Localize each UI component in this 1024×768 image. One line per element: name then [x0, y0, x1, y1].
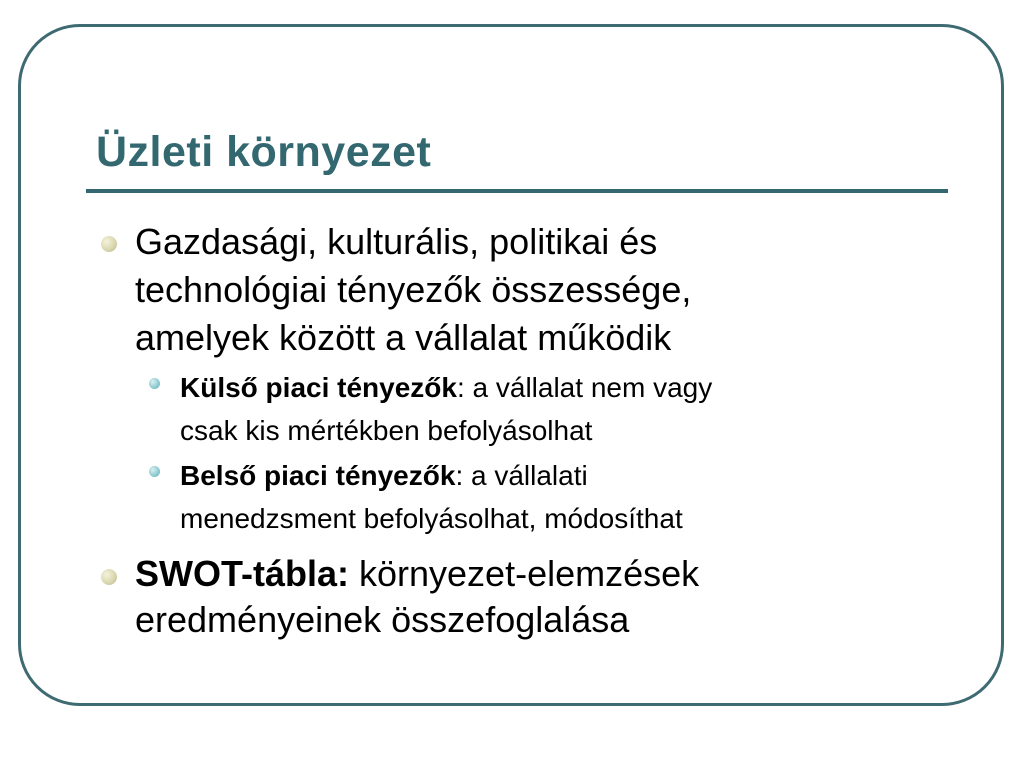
- bullet-line: Gazdasági, kulturális, politikai és: [135, 221, 658, 262]
- swot-term: SWOT-tábla:: [135, 553, 349, 594]
- bullet-line: [135, 552, 699, 596]
- bullet-line: eredményeinek összefoglalása: [135, 599, 630, 640]
- sub-bullet-line: csak kis mértékben befolyásolhat: [180, 415, 593, 446]
- slide-title: Üzleti környezet: [96, 128, 432, 176]
- title-underline: [86, 189, 948, 193]
- bullet-line: amelyek között a vállalat működik: [135, 317, 672, 358]
- sub-bullet-line: menedzsment befolyásolhat, módosíthat: [180, 503, 683, 534]
- round-bullet-icon: [101, 569, 117, 585]
- sub-bullet-term: Külső piaci tényezők: [180, 372, 457, 403]
- swot-definition: környezet-elemzések: [349, 553, 700, 594]
- round-sub-bullet-icon: [149, 466, 160, 477]
- sub-bullet-term: Belső piaci tényezők: [180, 460, 456, 491]
- sub-bullet-line: [180, 369, 712, 406]
- round-sub-bullet-icon: [149, 378, 160, 389]
- round-bullet-icon: [101, 236, 117, 252]
- bullet-line: technológiai tényezők összessége,: [135, 269, 692, 310]
- sub-bullet-line: [180, 457, 588, 494]
- sub-bullet-definition: : a vállalat nem vagy: [456, 372, 713, 403]
- sub-bullet-definition: : a vállalati: [455, 460, 588, 491]
